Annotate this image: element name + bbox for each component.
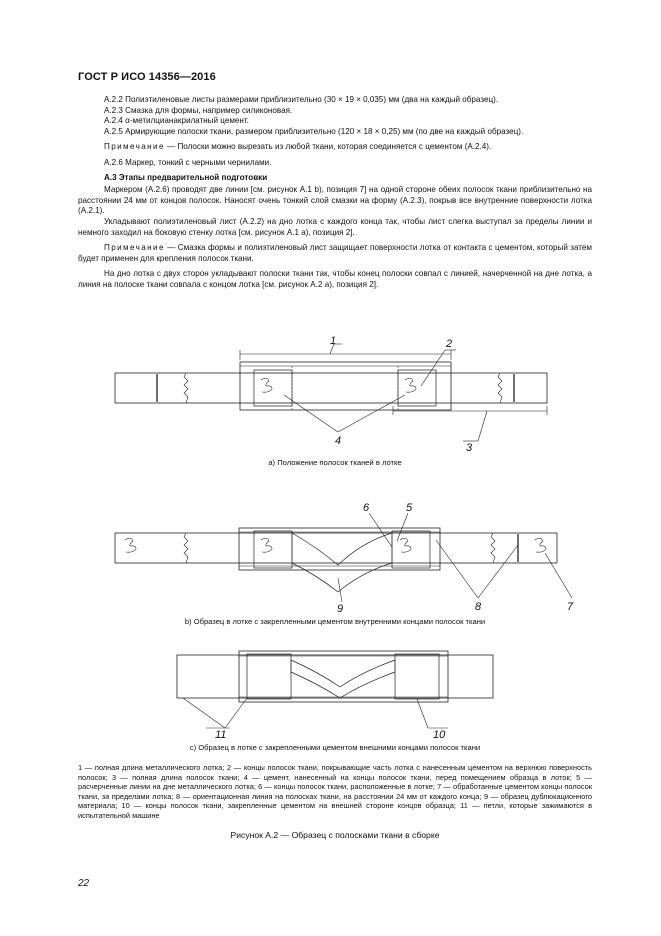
label-6: 6 <box>363 502 370 514</box>
fabric-end-right <box>398 370 436 406</box>
note-1-text: — Полоски можно вырезать из любой ткани, которая соединяется с цементом (А.2.4). <box>164 142 492 152</box>
label-2: 2 <box>446 338 453 350</box>
figure-c <box>177 651 493 728</box>
fabric-end-left <box>254 370 292 406</box>
caption-b: b) Образец в лотке с закрепленными цементом внутренними концами полосок ткани <box>184 617 486 626</box>
item-a25: А.2.5 Армирующие полоски ткани, размером приблизительно (120 × 18 × 0,25) мм (по две на каждый образец). <box>104 126 524 136</box>
label-10: 10 <box>433 729 446 741</box>
item-a24: А.2.4 α-метилцианакрилатный цемент. <box>104 116 249 126</box>
document-header: ГОСТ Р ИСО 14356—2016 <box>78 71 216 83</box>
specimen <box>291 660 395 687</box>
tray <box>239 651 448 702</box>
caption-a: а) Положение полосок тканей в лотке <box>268 458 402 467</box>
fabric-loop <box>177 655 493 698</box>
figure-legend: 1 — полная длина металлического лотка; 2 — концы полосок ткани, покрывающие часть лотка с нанесенным цементом на верхнюю поверхность полосок; 3 — полная длина полосок ткани; 4 — цемент, нанесенный на концы полосок ткани, перед помещением образца в лоток; 5 — расчерченные линии на дне металлического лотка; 6 — концы полосок ткани, расположенные в лотке; 7 — обработанные цементом концы полосок ткани, за пределами лотка; 8 — ориентационная линия на полосках ткани, на расстоянии 24 мм от каждого конца; 9 — образец дублюкационного материала; 10 — концы полосок ткани, закрепленные цементом на внешней стороне концов образца; 11 — петли, которые зажимаются в испытательной машине <box>78 763 592 820</box>
page-number: 22 <box>78 878 90 889</box>
note-2-text: — Смазка формы и полиэтиленовый лист защищает поверхности лотка от контакта с цементом, который затем будет применен для крепления полосок ткани. <box>78 243 592 263</box>
label-8: 8 <box>475 601 482 613</box>
item-a22: А.2.2 Полиэтиленовые листы размерами приблизительно (30 × 19 × 0,035) мм (два на каждый образец). <box>104 95 499 104</box>
figure-b <box>115 513 572 602</box>
item-a23: А.2.3 Смазка для формы, например силиконовая. <box>104 105 293 115</box>
label-3: 3 <box>466 442 473 454</box>
label-9: 9 <box>337 603 344 615</box>
paragraph-3: На дно лотка с двух сторон укладывают полоски ткани так, чтобы конец полоски совпал с линией, начерченной на дне лотка, а линия на полоске ткани совпала с концом лотка [см. рисунок А.2 а), позиция 2]. <box>78 269 592 289</box>
caption-c: с) Образец в лотке с закрепленными цементом внешними концами полосок ткани <box>189 743 481 752</box>
figure-a <box>115 344 547 441</box>
fabric-strip-outline <box>115 373 547 403</box>
item-a26: А.2.6 Маркер, тонкий с черными чернилами. <box>104 157 272 167</box>
figure-title: Рисунок А.2 — Образец с полосками ткани в сборке <box>230 830 440 840</box>
label-1: 1 <box>330 335 337 347</box>
note-1-label: Примечание <box>104 142 165 152</box>
paragraph-2: Укладывают полиэтиленовый лист (А.2.2) на дно лотка с каждого конца так, чтобы лист слегка выступал за пределы линии и немного заходил на боковую стенку лотка [см. рисунок А.1 а), позиция 2]. <box>78 216 592 237</box>
label-4: 4 <box>335 435 342 447</box>
label-11: 11 <box>215 729 227 741</box>
note-2-label: Примечание <box>104 243 165 253</box>
label-7: 7 <box>567 601 574 613</box>
specimen <box>292 533 392 565</box>
label-5: 5 <box>406 502 413 514</box>
fabric-strip-outline <box>115 533 557 563</box>
section-a3-heading: А.3 Этапы предварительной подготовки <box>104 172 268 182</box>
paragraph-1: Маркером (А.2.6) проводят две линии [см. рисунок А.1 b), позиция 7] на одной стороне обеих полосок ткани приблизительно на расстоянии 24 мм от концов полосок. Наносят очень тонкий слой смазки на форму (А.2.3), покрыв все внутренние поверхности лотка (А.2.1). <box>78 185 592 216</box>
